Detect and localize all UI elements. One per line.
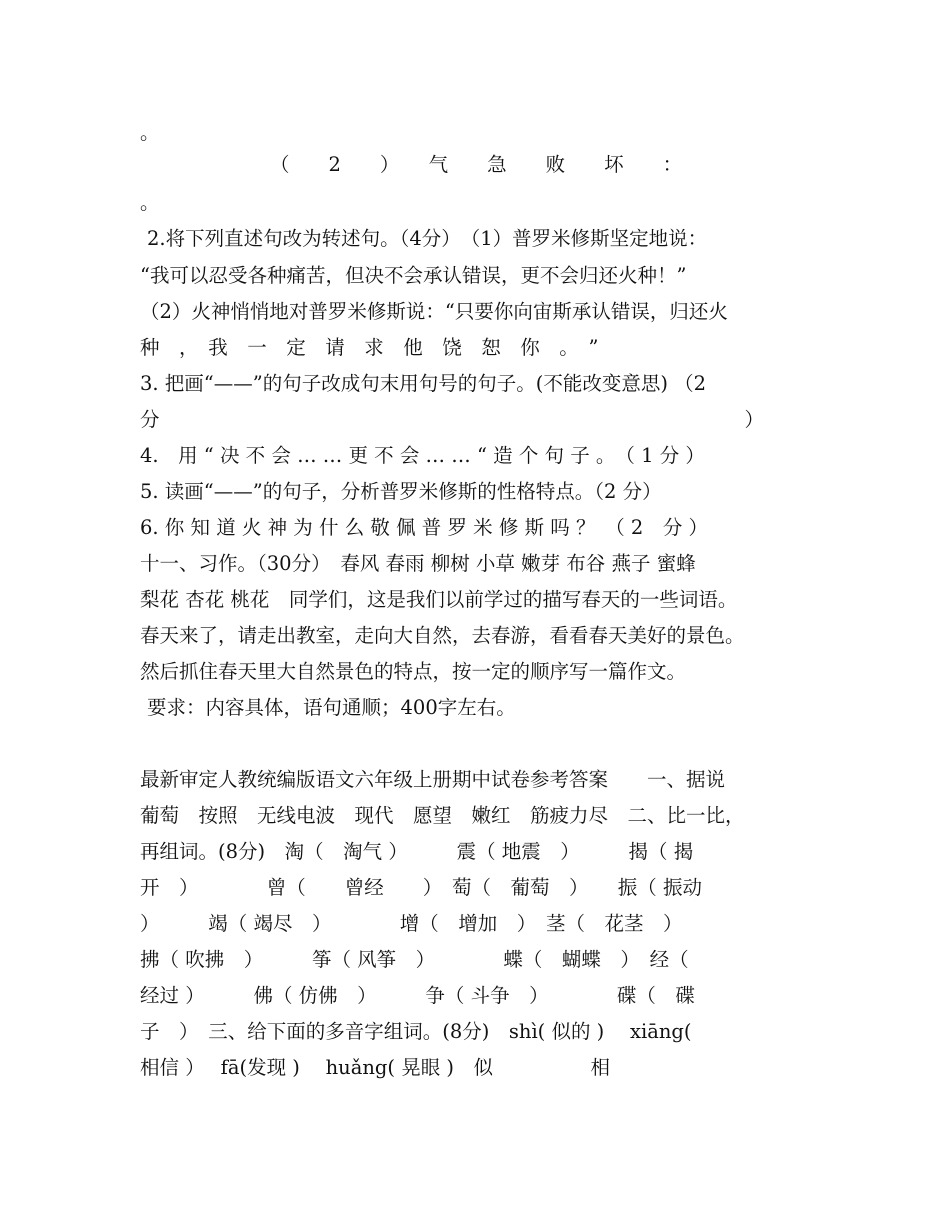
text-line: 葡萄 按照 无线电波 现代 愿望 嫩红 筋疲力尽 二、比一比，	[140, 804, 745, 827]
text-line: 春天来了，请走出教室，走向大自然，去春游，看看春天美好的景色。	[140, 624, 745, 647]
text-line: 3. 把画“——”的句子改成句末用句号的句子。(不能改变意思) （2	[140, 372, 707, 395]
text-line: 子 ） 三、给下面的多音字组词。(8分) shì( 似的 ) xiāng(	[140, 1020, 692, 1043]
text-line: 。	[140, 191, 160, 214]
text-line: （2）火神悄悄地对普罗米修斯说：“只要你向宙斯承认错误，归还火	[140, 300, 728, 323]
text-line: 十一、习作。（30分） 春风 春雨 柳树 小草 嫩芽 布谷 燕子 蜜蜂	[140, 552, 696, 575]
text-line: （ 2 ） 气 急 败 坏 ：	[270, 153, 683, 176]
text-line: 然后抓住春天里大自然景色的特点，按一定的顺序写一篇作文。	[140, 660, 687, 683]
text-line: 。	[140, 121, 160, 144]
text-line: 开 ） 曾（ 曾经 ） 萄（ 葡萄 ） 振（ 振动	[140, 876, 702, 899]
text-line: 拂（ 吹拂 ） 筝（ 风筝 ） 蝶（ 蝴蝶 ） 经（	[140, 948, 689, 971]
text-line: 种 ， 我 一 定 请 求 他 饶 恕 你 。 ”	[140, 336, 599, 359]
text-line: 要求：内容具体，语句通顺；400字左右。	[147, 696, 516, 719]
text-line: ） 竭（ 竭尽 ） 增（ 增加 ） 茎（ 花茎 ）	[140, 912, 683, 935]
text-line: 5. 读画“——”的句子，分析普罗米修斯的性格特点。（2 分）	[140, 480, 662, 503]
text-line: 相信 ） fā(发现 ) huǎng( 晃眼 ) 似 相	[140, 1056, 610, 1079]
text-line: 4. 用 “ 决 不 会 … … 更 不 会 … … “ 造 个 句 子 。 （ 1 分 ）	[140, 444, 705, 467]
text-line: 再组词。(8分) 淘（ 淘气 ） 震（ 地震 ） 揭（ 揭	[140, 840, 694, 863]
text-line: 梨花 杏花 桃花 同学们，这是我们以前学过的描写春天的一些词语。	[140, 588, 738, 611]
text-line: “我可以忍受各种痛苦，但决不会承认错误，更不会归还火种！”	[140, 264, 687, 287]
text-line: 6. 你 知 道 火 神 为 什 么 敬 佩 普 罗 米 修 斯 吗 ？ （ 2 分 ）	[140, 516, 709, 539]
text-line: 经过 ） 佛（ 仿佛 ） 争（ 斗争 ） 碟（ 碟	[140, 984, 695, 1007]
text-line: 最新审定人教统编版语文六年级上册期中试卷参考答案 一、据说	[140, 768, 726, 791]
text-line: 分 ）	[140, 408, 765, 431]
text-line: 2.将下列直述句改为转述句。（4分） （1）普罗米修斯坚定地说：	[147, 227, 708, 250]
